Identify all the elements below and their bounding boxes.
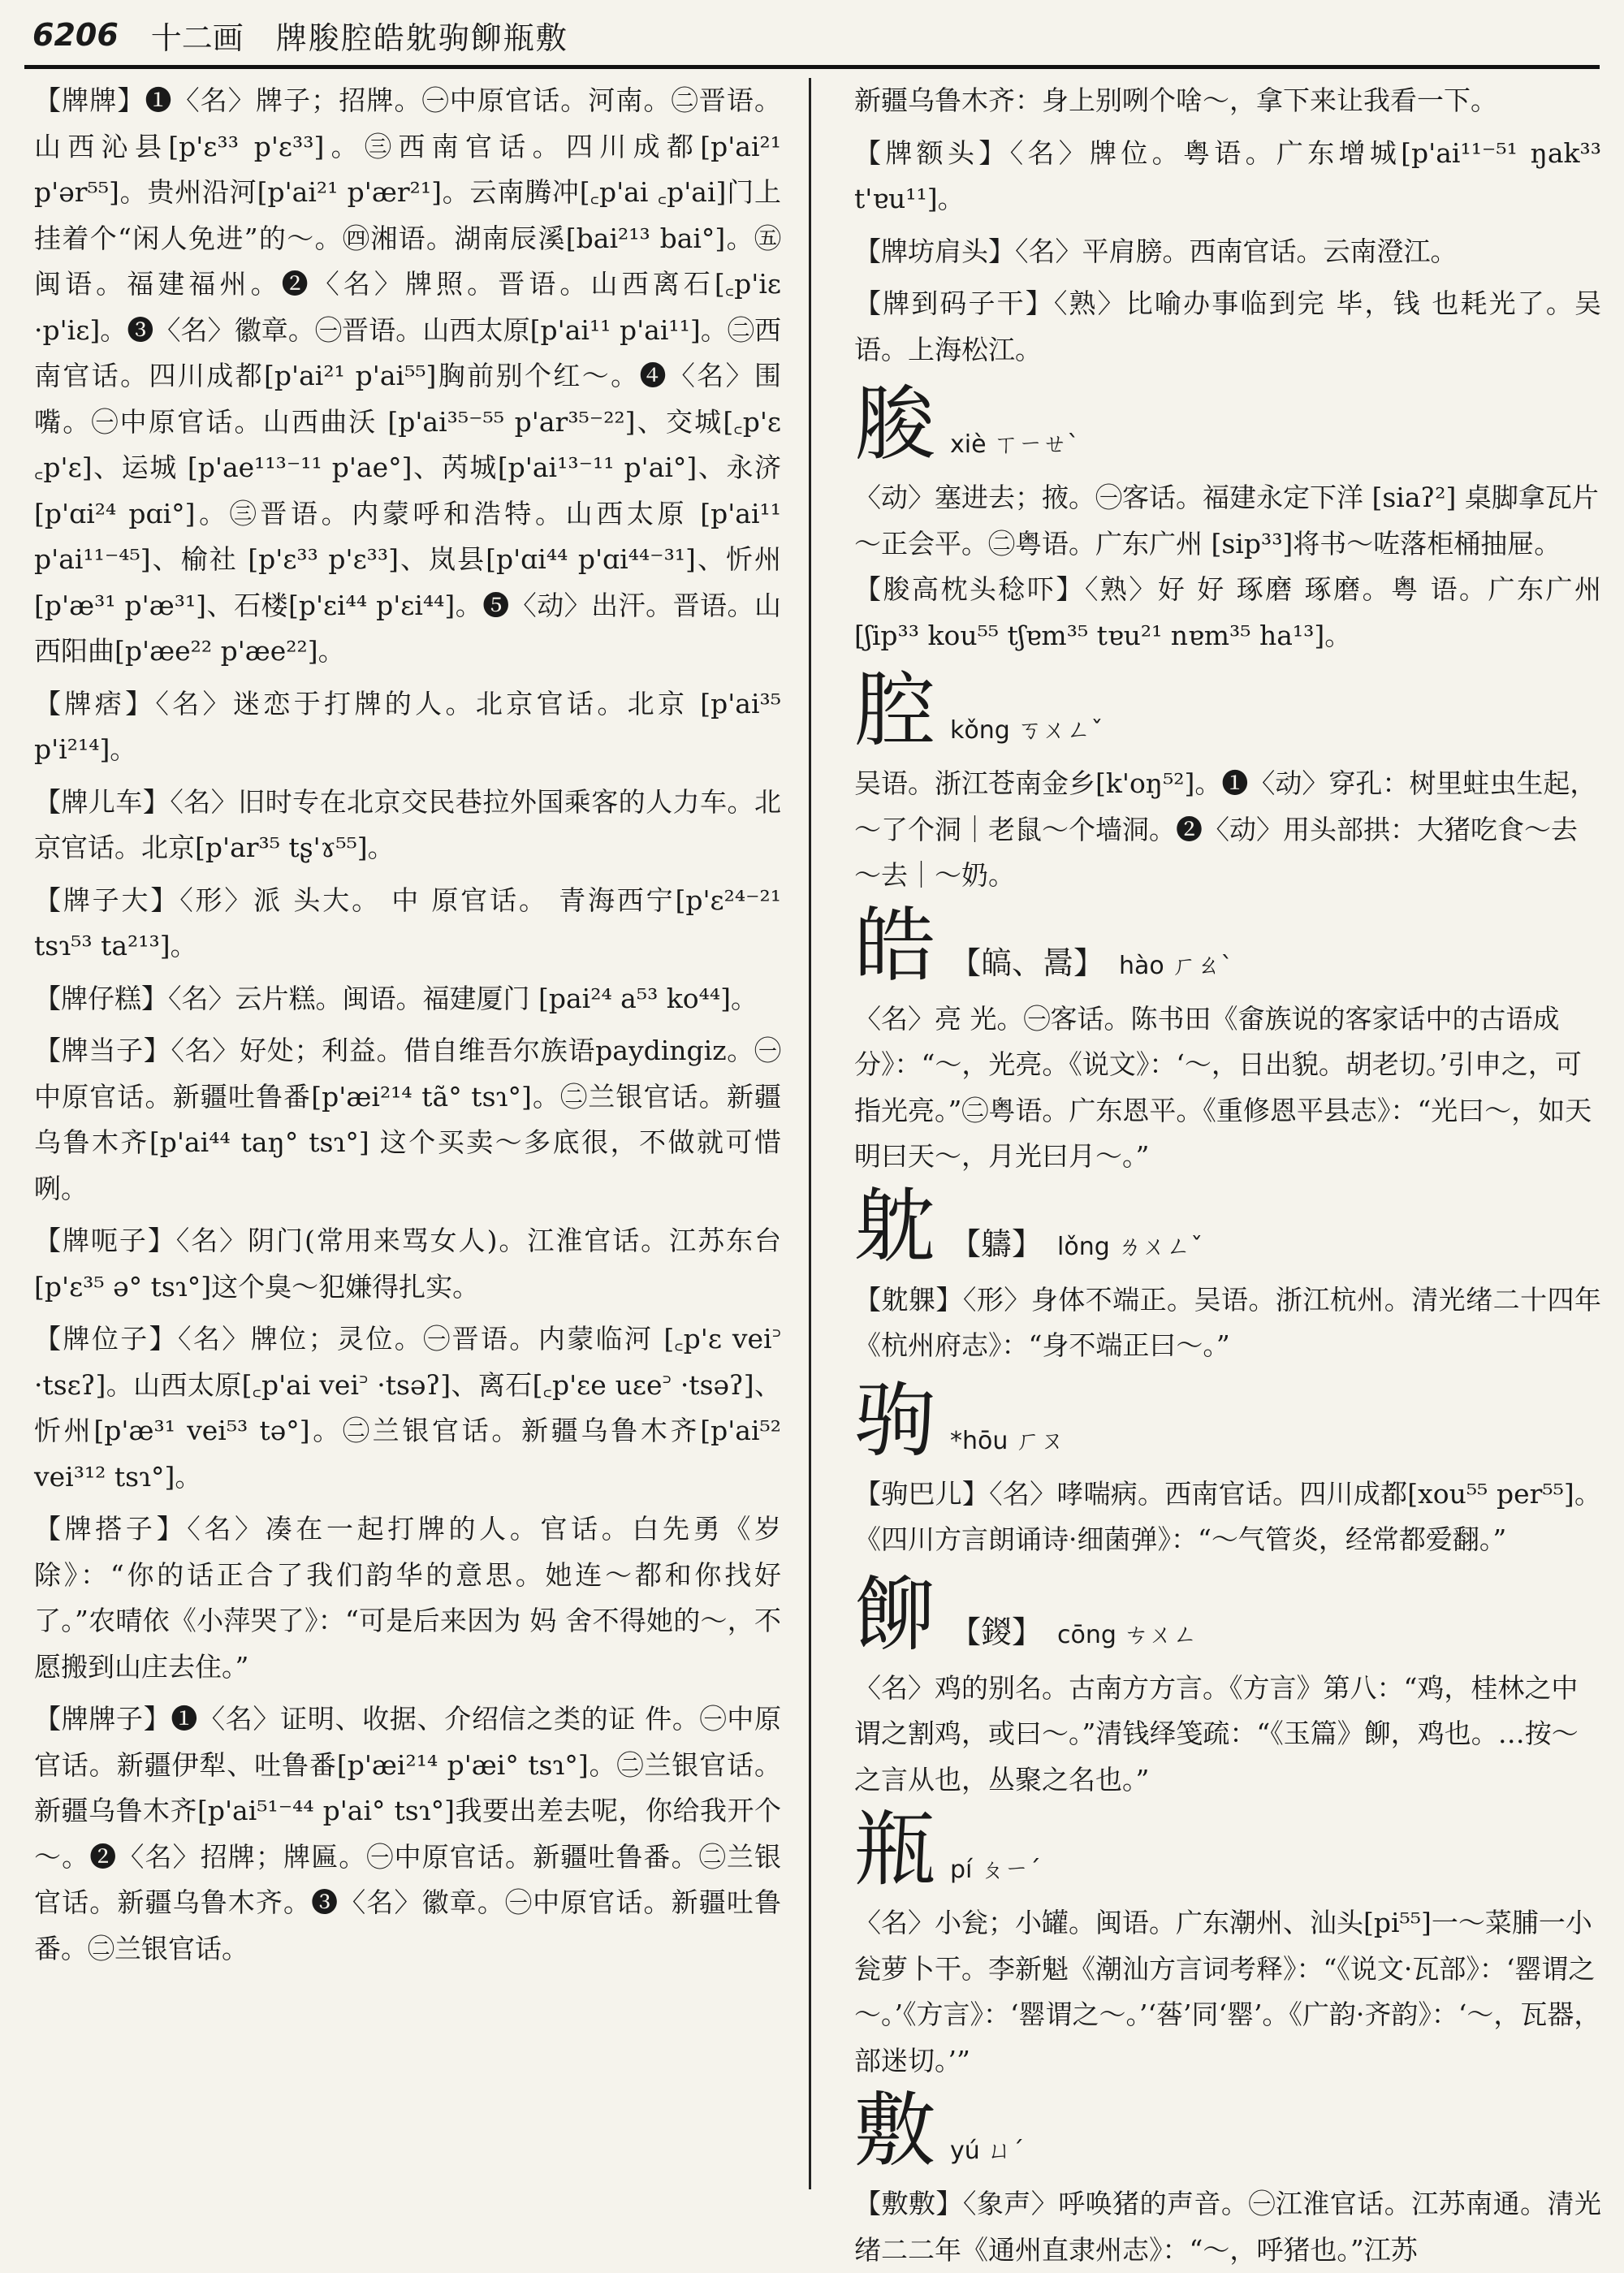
headword-definition: 〈动〉塞进去；掖。㊀客话。福建永定下洋 [siaʔ²] 桌脚拿瓦片～正会平。㊁粤语。广东广州 [sip³³]将书～咗落柜桶抽屉。 [854, 482, 1599, 560]
header-rule [24, 65, 1600, 69]
dictionary-entry: 【脧高枕头稔吓】〈熟〉好 好 琢磨 琢磨。粤 语。广东广州[ʃip³³ kou⁵⁵ tʃɐm³⁵ tɐu²¹ nɐm³⁵ ha¹³]。 [854, 573, 1601, 651]
headword-block [854, 1372, 1601, 1471]
headword-definition: 〈名〉亮 光。㊀客话。陈书田《畲族说的客家话中的古语成分》：“～，光亮。《说文》：‘～，日出貌。胡老切。’引申之，可指光亮。”㊁粤语。广东恩平。《重修恩平县志》：“光曰～，如天 明曰天～，月光曰月～。” [854, 1002, 1592, 1172]
dictionary-entry: 【牌子大】〈形〉派 头大。 中 原官话。 青海西宁[p'ɛ²⁴⁻²¹ tsɿ⁵³ ta²¹³]。 [34, 884, 781, 961]
headword-pinyin: yú ㄩˊ [950, 2137, 1025, 2165]
headword-character: 腔 [854, 663, 935, 758]
headword-pinyin: *hōu ㄏㄡ [950, 1426, 1065, 1455]
headword-row [854, 2085, 1601, 2181]
dictionary-entry: 【牌当子】〈名〉好处；利益。借自维吾尔族语paydingiz。㊀中原官话。新疆吐鲁番[p'æi²¹⁴ tã° tsɿ°]。㊁兰银官话。新疆乌鲁木齐[p'ai⁴⁴ taŋ° tsɿ°] 这个买卖～多底很，不做就可惜咧。 [34, 1035, 781, 1204]
dictionary-entry: 【牌仔糕】〈名〉云片糕。闽语。福建厦门 [pai²⁴ a⁵³ ko⁴⁴]。 [34, 982, 758, 1014]
dictionary-entry: 【驹巴儿】〈名〉哮喘病。西南官话。四川成都[xou⁵⁵ per⁵⁵]。《四川方言朗诵诗·细菌弹》：“～气管炎，经常都爱翻。” [854, 1477, 1601, 1555]
headword-pinyin: lǒng ㄌㄨㄥˇ [1057, 1232, 1203, 1261]
header-head-characters: 牌脧腔皓躭驹飹瓶敷 [275, 19, 568, 56]
headword-variant: 【鍐】 [950, 1614, 1043, 1650]
headword-block [854, 897, 1601, 1180]
headword-character: 驹 [854, 1372, 935, 1468]
dictionary-entry: 【牌牌子】❶〈名〉证明、收据、介绍信之类的证 件。㊀中原官话。新疆伊犁、吐鲁番[p'æi²¹⁴ p'æi° tsɿ°]。㊁兰银官话。新疆乌鲁木齐[p'ai⁵¹⁻⁴⁴ p'ai° tsɿ°]我要出差去呢，你给我开个～。❷〈名〉招牌；牌匾。㊀中原官话。新疆吐鲁番。㊁兰银官话。新疆乌鲁木齐。❸〈名〉徽章。㊀中原官话。新疆吐鲁番。㊁兰银官话。 [34, 1703, 781, 1964]
headword-block [854, 665, 1601, 899]
headword-pinyin: pí ㄆㄧˊ [950, 1856, 1041, 1884]
headword-block [854, 2085, 1601, 2181]
column-divider [809, 78, 811, 2189]
dictionary-entry: 新疆乌鲁木齐：身上别咧个啥～，拿下来让我看一下。 [854, 84, 1497, 116]
headword-block [854, 1804, 1601, 2084]
dictionary-entry: 【牌呃子】〈名〉阴门(常用来骂女人)。江淮官话。江苏东台[p'ɛ³⁵ ə° tsɿ°]这个臭～犯嫌得扎实。 [34, 1225, 781, 1303]
page-number: 6206 [32, 17, 119, 53]
headword-row [854, 1804, 1601, 1900]
headword-definition: 〈名〉小瓮；小罐。闽语。广东潮州、汕头[pi⁵⁵]一～菜脯一小瓮萝卜干。李新魁《潮汕方言词考释》：“《说文·瓦部》：‘罂谓之～。’《方言》：‘罂谓之～。’‘䓘’同‘罂’。《广韵·齐韵》：‘～，瓦器，部迷切。’” [854, 1907, 1601, 2076]
headword-row [854, 897, 1601, 996]
headword-row [854, 665, 1601, 761]
dictionary-entry: 【牌额头】〈名〉牌位。粤语。广东增城[p'ai¹¹⁻⁵¹ ŋak³³ t'ɐu¹¹]。 [854, 136, 1601, 214]
headword-definition: 〈名〉鸡的别名。古南方方言。《方言》第八：“鸡，桂林之中谓之割鸡，或曰～。”清钱绎笺疏：“《玉篇》飹，鸡也。…按～之言从也，丛聚之名也。” [854, 1671, 1579, 1795]
dictionary-entry: 【牌痞】〈名〉迷恋于打牌的人。北京官话。北京 [p'ai³⁵ p'i²¹⁴]。 [34, 687, 781, 765]
left-column [34, 78, 781, 2189]
page-header [32, 6, 1592, 63]
headword-row [854, 1566, 1601, 1666]
dictionary-entry: 【牌位子】〈名〉牌位；灵位。㊀晋语。内蒙临河 [꜀p'ɛ vei꜄ ·tsɛʔ]。山西太原[꜀p'ai vei꜄ ·tsəʔ]、离石[꜀p'ɛe uɛe꜄ ·tsəʔ]、忻州[p'æ³¹ vei⁵³ tə°]。㊁兰银官话。新疆乌鲁木齐[p'ai⁵² vei³¹² tsɿ°]。 [34, 1323, 781, 1493]
headword-row [854, 379, 1601, 475]
headword-pinyin: xiè ㄒㄧㄝˋ [950, 430, 1080, 459]
headword-character: 躭 [854, 1178, 935, 1274]
headword-block [854, 379, 1601, 567]
right-column [854, 78, 1601, 2266]
headword-character: 脧 [854, 377, 935, 472]
headword-row [854, 1372, 1601, 1471]
headword-character: 敷 [854, 2083, 935, 2178]
headword-pinyin: kǒng ㄎㄨㄥˇ [950, 716, 1104, 745]
headword-variant: 【軇】 [950, 1225, 1043, 1262]
dictionary-entry: 【躭躶】〈形〉身体不端正。吴语。浙江杭州。清光绪二十四年《杭州府志》：“身不端正曰～。” [854, 1283, 1601, 1361]
dictionary-entry: 【敷敷】〈象声〉呼唤猪的声音。㊀江淮官话。江苏南通。清光绪二二年《通州直隶州志》：“～，呼猪也。”江苏 [854, 2188, 1601, 2266]
headword-block [854, 1566, 1601, 1804]
section-label: 十二画 [150, 19, 244, 56]
dictionary-entry: 【牌坊肩头】〈名〉平肩膀。西南官话。云南澄江。 [854, 235, 1458, 267]
headword-character: 皓 [854, 897, 935, 993]
headword-pinyin: cōng ㄘㄨㄥ [1057, 1620, 1198, 1649]
headword-character: 飹 [854, 1566, 935, 1662]
headword-variant: 【皜、暠】 [950, 944, 1105, 981]
headword-row [854, 1178, 1601, 1277]
headword-block [854, 1178, 1601, 1277]
dictionary-entry: 【牌牌】❶〈名〉牌子；招牌。㊀中原官话。河南。㊁晋语。山西沁县[p'ɛ³³ p'ɛ³³]。㊂西南官话。四川成都[p'ai²¹ p'ər⁵⁵]。贵州沿河[p'ai²¹ p'ær²¹]。云南腾冲[꜀p'ai ꜀p'ai]门上挂着个“闲人免进”的～。㊃湘语。湖南辰溪[bai²¹³ bai°]。㊄闽语。福建福州。❷〈名〉牌照。晋语。山西离石[꜀p'iɛ ·p'iɛ]。❸〈名〉徽章。㊀晋语。山西太原[p'ai¹¹ p'ai¹¹]。㊁西南官话。四川成都[p'ai²¹ p'ai⁵⁵]胸前别个红～。❹〈名〉围嘴。㊀中原官话。山西曲沃 [p'ai³⁵⁻⁵⁵ p'ar³⁵⁻²²]、交城[꜀p'ɛ ꜀p'ɛ]、运城 [p'ae¹¹³⁻¹¹ p'ae°]、芮城[p'ai¹³⁻¹¹ p'ai°]、永济[p'ɑi²⁴ pɑi°]。㊂晋语。内蒙呼和浩特。山西太原 [p'ai¹¹ p'ai¹¹⁻⁴⁵]、榆社 [p'ɛ³³ p'ɛ³³]、岚县[p'ɑi⁴⁴ p'ɑi⁴⁴⁻³¹]、忻州[p'æ³¹ p'æ³¹]、石楼[p'ɛi⁴⁴ p'ɛi⁴⁴]。❺〈动〉出汗。晋语。山西阳曲[p'æe²² p'æe²²]。 [34, 84, 781, 667]
headword-definition: 吴语。浙江苍南金乡[k'oŋ⁵²]。❶〈动〉穿孔：树里蛀虫生起，～了个洞｜老鼠～个墙洞。❷〈动〉用头部拱：大猪吃食～去～去｜～奶。 [854, 767, 1597, 891]
dictionary-entry: 【牌儿车】〈名〉旧时专在北京交民巷拉外国乘客的人力车。北京官话。北京[p'ar³⁵ tʂ'ɤ⁵⁵]。 [34, 785, 781, 863]
dictionary-entry: 【牌搭子】〈名〉凑在一起打牌的人。官话。白先勇《岁除》：“你的话正合了我们韵华的意思。她连～都和你找好了。”农晴依《小萍哭了》：“可是后来因为 妈 舍不得她的～，不愿搬到山庄去住。” [34, 1513, 781, 1683]
headword-pinyin: hào ㄏㄠˋ [1119, 951, 1233, 980]
headword-character: 瓶 [854, 1802, 935, 1897]
dictionary-entry: 【牌到码子干】〈熟〉比喻办事临到完 毕，钱 也耗光了。吴语。上海松江。 [854, 287, 1601, 365]
